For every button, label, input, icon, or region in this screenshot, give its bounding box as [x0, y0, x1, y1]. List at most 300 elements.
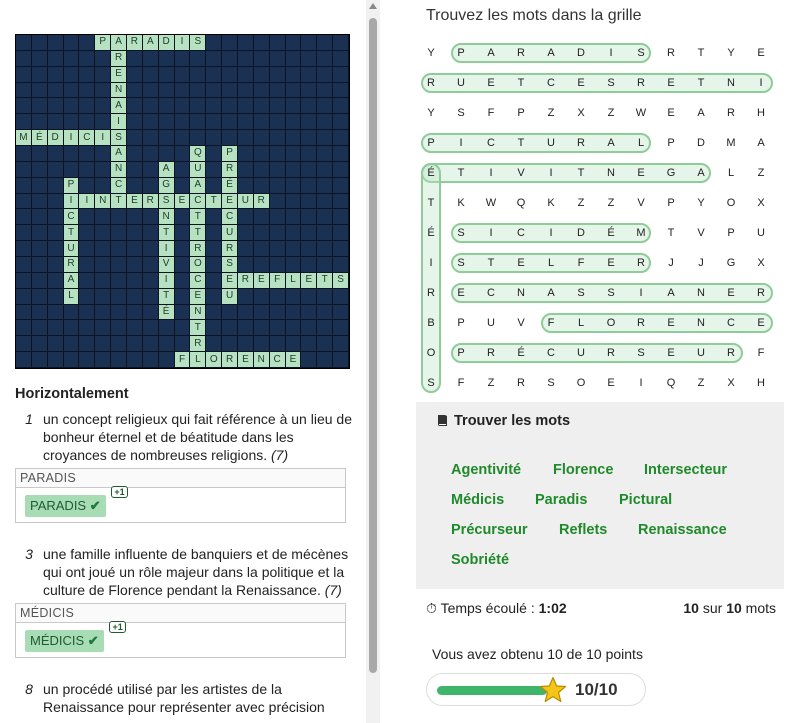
crossword-letter-cell[interactable]: A [111, 35, 127, 51]
crossword-letter-cell[interactable]: T [190, 320, 206, 336]
crossword-letter-cell[interactable]: T [64, 225, 80, 241]
crossword-empty-cell [64, 51, 80, 67]
found-count: 10 sur 10 mots [683, 600, 776, 616]
wordsearch-letter[interactable]: N [607, 167, 615, 179]
wordsearch-letter[interactable]: I [549, 167, 553, 179]
wordsearch-letter[interactable]: Y [727, 47, 735, 59]
crossword-empty-cell [79, 146, 95, 162]
wordsearch-letter[interactable]: U [457, 77, 465, 89]
wordsearch-letter[interactable]: J [668, 257, 674, 269]
wordsearch-letter[interactable]: Z [607, 107, 615, 119]
wordsearch-letter[interactable]: R [727, 107, 735, 119]
crossword-letter-cell[interactable]: É [159, 305, 175, 321]
crossword-letter-cell[interactable]: A [64, 273, 80, 289]
wordsearch-letter[interactable]: I [609, 47, 613, 59]
points-badge: +1 [109, 621, 125, 633]
clue-3[interactable] [15, 545, 355, 599]
wordsearch-letter[interactable]: Q [666, 377, 676, 389]
crossword-letter-cell[interactable]: R [254, 194, 270, 210]
crossword-letter-cell[interactable]: N [111, 162, 127, 178]
wordsearch-letter[interactable]: U [697, 347, 705, 359]
crossword-letter-cell[interactable]: R [190, 336, 206, 352]
crossword-empty-cell [286, 320, 302, 336]
crossword-empty-cell [333, 67, 349, 83]
crossword-empty-cell [16, 51, 32, 67]
crossword-letter-cell[interactable]: A [159, 162, 175, 178]
crossword-empty-cell [127, 305, 143, 321]
wordsearch-letter[interactable]: R [637, 77, 645, 89]
crossword-empty-cell [206, 209, 222, 225]
crossword-letter-cell[interactable]: R [222, 162, 238, 178]
wordsearch-letter[interactable]: Q [516, 197, 526, 209]
crossword-empty-cell [175, 51, 191, 67]
crossword-empty-cell [32, 98, 48, 114]
crossword-empty-cell [270, 225, 286, 241]
wordsearch-letter[interactable]: V [517, 167, 525, 179]
crossword-letter-cell[interactable]: D [48, 130, 64, 146]
wordsearch-letter[interactable]: F [547, 317, 555, 329]
crossword-letter-cell[interactable]: S [159, 194, 175, 210]
wordsearch-letter[interactable]: P [457, 347, 465, 359]
wordsearch-letter[interactable]: É [427, 227, 435, 239]
wordsearch-letter[interactable]: A [667, 287, 675, 299]
wordsearch-letter[interactable]: S [577, 287, 585, 299]
crossword-letter-cell[interactable]: C [190, 273, 206, 289]
wordsearch-letter[interactable]: N [727, 77, 735, 89]
crossword-letter-cell[interactable]: P [64, 178, 80, 194]
wordsearch-letter[interactable]: S [427, 377, 435, 389]
crossword-empty-cell [95, 162, 111, 178]
crossword-letter-cell[interactable]: T [159, 225, 175, 241]
crossword-empty-cell [127, 209, 143, 225]
wordsearch-letter[interactable]: T [457, 167, 465, 179]
crossword-letter-cell[interactable]: T [190, 209, 206, 225]
wordsearch-letter[interactable]: E [667, 107, 675, 119]
crossword-letter-cell[interactable]: U [222, 289, 238, 305]
wordsearch-letter[interactable]: A [697, 167, 705, 179]
crossword-letter-cell[interactable]: E [111, 67, 127, 83]
crossword-empty-cell [95, 225, 111, 241]
wordsearch-letter[interactable]: V [517, 317, 525, 329]
crossword-letter-cell[interactable]: I [95, 130, 111, 146]
crossword-letter-cell[interactable]: O [190, 257, 206, 273]
wordsearch-letter[interactable]: I [489, 167, 493, 179]
crossword-letter-cell[interactable]: G [159, 178, 175, 194]
wordsearch-letter[interactable]: Z [607, 197, 615, 209]
wordsearch-letter[interactable]: Z [697, 377, 705, 389]
crossword-letter-cell[interactable]: F [175, 352, 191, 368]
wordsearch-letter[interactable]: C [727, 317, 735, 329]
wordsearch-letter[interactable]: T [427, 197, 435, 209]
wordsearch-letter[interactable]: E [607, 257, 615, 269]
crossword-letter-cell[interactable]: R [222, 352, 238, 368]
crossword-letter-cell[interactable]: T [159, 289, 175, 305]
wordsearch-letter[interactable]: A [757, 137, 765, 149]
wordsearch-letter[interactable]: Y [427, 47, 435, 59]
wordsearch-letter[interactable]: R [577, 137, 585, 149]
crossword-letter-cell[interactable]: F [270, 273, 286, 289]
crossword-empty-cell [301, 98, 317, 114]
crossword-empty-cell [79, 225, 95, 241]
wordsearch-letter[interactable]: F [757, 347, 765, 359]
wordsearch-letter[interactable]: M [636, 227, 646, 239]
crossword-empty-cell [317, 241, 333, 257]
crossword-letter-cell[interactable]: R [238, 273, 254, 289]
wordsearch-letter[interactable]: Y [427, 107, 435, 119]
wordsearch-letter[interactable]: R [757, 287, 765, 299]
crossword-letter-cell[interactable]: I [159, 241, 175, 257]
crossword-letter-cell[interactable]: N [190, 305, 206, 321]
wordsearch-letter[interactable]: I [759, 77, 763, 89]
wordsearch-grid[interactable] [416, 38, 784, 400]
crossword-letter-cell[interactable]: Q [190, 146, 206, 162]
wordsearch-letter[interactable]: F [487, 107, 495, 119]
wordsearch-letter[interactable]: S [637, 47, 645, 59]
wordsearch-letter[interactable]: P [727, 227, 735, 239]
wordsearch-letter[interactable]: S [457, 107, 465, 119]
wordsearch-letter[interactable]: I [549, 227, 553, 239]
wordsearch-letter[interactable]: S [457, 257, 465, 269]
check-icon: ✔ [87, 633, 99, 648]
crossword-empty-cell [286, 336, 302, 352]
wordsearch-letter[interactable]: A [547, 287, 555, 299]
crossword-letter-cell[interactable]: E [238, 352, 254, 368]
wordsearch-letter[interactable]: A [607, 137, 615, 149]
wordsearch-letter[interactable]: L [637, 137, 645, 149]
wordsearch-letter[interactable]: F [577, 257, 585, 269]
crossword-letter-cell[interactable]: E [254, 273, 270, 289]
wordsearch-letter[interactable]: I [639, 377, 643, 389]
wordsearch-letter[interactable]: C [517, 227, 525, 239]
wordsearch-letter[interactable]: L [547, 257, 555, 269]
crossword-empty-cell [238, 305, 254, 321]
wordsearch-letter[interactable]: S [457, 227, 465, 239]
crossword-letter-cell[interactable]: S [111, 130, 127, 146]
wordsearch-letter[interactable]: U [577, 347, 585, 359]
crossword-letter-cell[interactable]: U [222, 225, 238, 241]
crossword-letter-cell[interactable]: E [286, 352, 302, 368]
crossword-empty-cell [79, 67, 95, 83]
crossword-letter-cell[interactable]: L [286, 273, 302, 289]
clues-heading: Horizontalement [15, 386, 129, 402]
wordsearch-letter[interactable]: K [547, 197, 555, 209]
wordsearch-letter[interactable]: É [517, 347, 525, 359]
wordsearch-letter[interactable]: P [667, 197, 675, 209]
crossword-letter-cell[interactable]: T [317, 273, 333, 289]
wordsearch-letter[interactable]: P [517, 107, 525, 119]
wordsearch-letter[interactable]: E [607, 377, 615, 389]
wordsearch-letter[interactable]: E [577, 77, 585, 89]
crossword-letter-cell[interactable]: C [79, 130, 95, 146]
crossword-empty-cell [254, 51, 270, 67]
wordsearch-letter[interactable]: A [487, 47, 495, 59]
wordsearch-letter[interactable]: Z [487, 377, 495, 389]
crossword-letter-cell[interactable]: I [79, 194, 95, 210]
wordsearch-letter[interactable]: Z [547, 107, 555, 119]
wordsearch-letter[interactable]: L [577, 317, 585, 329]
wordsearch-letter[interactable]: R [427, 287, 435, 299]
wordsearch-letter[interactable]: Y [697, 197, 705, 209]
wordsearch-letter[interactable]: L [727, 167, 735, 179]
wordsearch-letter[interactable]: H [757, 377, 765, 389]
crossword-letter-cell[interactable]: R [222, 241, 238, 257]
crossword-letter-cell[interactable]: T [111, 194, 127, 210]
crossword-letter-cell[interactable]: A [111, 146, 127, 162]
crossword-empty-cell [111, 209, 127, 225]
crossword-empty-cell [333, 257, 349, 273]
crossword-letter-cell[interactable]: R [143, 194, 159, 210]
crossword-empty-cell [254, 130, 270, 146]
wordsearch-letter[interactable]: D [577, 47, 585, 59]
crossword-letter-cell[interactable]: I [175, 35, 191, 51]
wordsearch-letter[interactable]: E [487, 77, 495, 89]
wordsearch-letter[interactable]: T [697, 77, 705, 89]
crossword-letter-cell[interactable]: N [254, 352, 270, 368]
wordsearch-letter[interactable]: U [547, 137, 555, 149]
crossword-letter-cell[interactable]: S [333, 273, 349, 289]
wordsearch-letter[interactable]: O [606, 317, 616, 329]
crossword-empty-cell [286, 209, 302, 225]
wordsearch-letter[interactable]: C [487, 287, 495, 299]
wordsearch-letter[interactable]: R [637, 317, 645, 329]
wordsearch-letter[interactable]: M [726, 137, 736, 149]
crossword-letter-cell[interactable]: E [127, 194, 143, 210]
crossword-letter-cell[interactable]: C [270, 352, 286, 368]
crossword-letter-cell[interactable]: P [95, 35, 111, 51]
crossword-letter-cell[interactable]: A [143, 35, 159, 51]
crossword-letter-cell[interactable]: U [64, 241, 80, 257]
crossword-empty-cell [48, 162, 64, 178]
wordsearch-letter[interactable]: E [667, 317, 675, 329]
crossword-empty-cell [48, 273, 64, 289]
crossword-letter-cell[interactable]: I [64, 194, 80, 210]
wordsearch-letter[interactable]: X [727, 377, 735, 389]
wordsearch-letter[interactable]: D [697, 137, 705, 149]
wordsearch-letter[interactable]: N [697, 287, 705, 299]
wordsearch-letter[interactable]: B [427, 317, 435, 329]
crossword-empty-cell [238, 257, 254, 273]
wordsearch-letter[interactable]: O [726, 197, 736, 209]
wordsearch-letter[interactable]: S [607, 77, 615, 89]
crossword-letter-cell[interactable]: T [190, 225, 206, 241]
wordsearch-letter[interactable]: T [667, 227, 675, 239]
crossword-letter-cell[interactable]: E [190, 289, 206, 305]
wordsearch-letter[interactable]: X [757, 257, 765, 269]
crossword-empty-cell [254, 225, 270, 241]
crossword-empty-cell [301, 51, 317, 67]
wordsearch-letter[interactable]: I [429, 257, 433, 269]
crossword-empty-cell [64, 35, 80, 51]
wordsearch-letter[interactable]: E [637, 167, 645, 179]
wordsearch-letter[interactable]: E [667, 347, 675, 359]
scroll-up-icon[interactable] [369, 3, 377, 9]
wordsearch-letter[interactable]: H [757, 107, 765, 119]
crossword-empty-cell [238, 130, 254, 146]
crossword-empty-cell [317, 130, 333, 146]
word-item: Intersecteur [644, 462, 728, 478]
crossword-empty-cell [32, 352, 48, 368]
crossword-letter-cell[interactable]: S [222, 257, 238, 273]
crossword-empty-cell [79, 162, 95, 178]
wordsearch-letter[interactable]: P [427, 137, 435, 149]
crossword-letter-cell[interactable]: R [190, 241, 206, 257]
crossword-letter-cell[interactable]: V [159, 257, 175, 273]
crossword-empty-cell [254, 320, 270, 336]
wordsearch-letter[interactable]: A [697, 107, 705, 119]
crossword-letter-cell[interactable]: M [16, 130, 32, 146]
wordsearch-letter[interactable]: X [577, 107, 585, 119]
wordsearch-letter[interactable]: É [427, 167, 435, 179]
wordsearch-letter[interactable]: P [457, 317, 465, 329]
crossword-letter-cell[interactable]: C [190, 194, 206, 210]
crossword-letter-cell[interactable]: U [238, 194, 254, 210]
wordsearch-letter[interactable]: P [457, 47, 465, 59]
crossword-empty-cell [286, 114, 302, 130]
wordsearch-letter[interactable]: T [517, 77, 525, 89]
crossword-empty-cell [79, 114, 95, 130]
crossword-letter-cell[interactable]: L [190, 352, 206, 368]
crossword-letter-cell[interactable]: E [301, 273, 317, 289]
wordsearch-letter[interactable]: N [697, 317, 705, 329]
wordsearch-letter[interactable]: C [487, 137, 495, 149]
crossword-letter-cell[interactable]: C [111, 178, 127, 194]
wordsearch-letter[interactable]: G [666, 167, 676, 179]
crossword-empty-cell [190, 98, 206, 114]
wordsearch-letter[interactable]: E [757, 47, 765, 59]
wordsearch-letter[interactable]: C [547, 77, 555, 89]
wordsearch-letter[interactable]: U [757, 227, 765, 239]
crossword-empty-cell [143, 241, 159, 257]
crossword-letter-cell[interactable]: E [175, 194, 191, 210]
wordsearch-letter[interactable]: R [487, 347, 495, 359]
wordsearch-letter[interactable]: R [517, 47, 525, 59]
scrollbar-thumb[interactable] [369, 18, 377, 673]
crossword-letter-cell[interactable]: D [159, 35, 175, 51]
wordsearch-letter[interactable]: X [757, 197, 765, 209]
wordsearch-letter[interactable]: K [457, 197, 465, 209]
wordsearch-letter[interactable]: T [697, 47, 705, 59]
wordsearch-letter[interactable]: A [547, 47, 555, 59]
wordsearch-letter[interactable]: V [697, 227, 705, 239]
crossword-letter-cell[interactable]: R [127, 35, 143, 51]
crossword-empty-cell [95, 146, 111, 162]
wordsearch-letter[interactable]: N [517, 287, 525, 299]
answer-chip: PARADIS ✔ +1 [25, 495, 106, 517]
crossword-empty-cell [206, 257, 222, 273]
wordsearch-letter[interactable]: S [637, 347, 645, 359]
wordsearch-letter[interactable]: O [576, 377, 586, 389]
wordsearch-letter[interactable]: R [637, 257, 645, 269]
wordsearch-letter[interactable]: J [698, 257, 704, 269]
wordsearch-letter[interactable]: I [639, 287, 643, 299]
crossword-empty-cell [317, 146, 333, 162]
wordsearch-letter[interactable]: I [489, 227, 493, 239]
crossword-letter-cell[interactable]: A [111, 98, 127, 114]
wordsearch-letter[interactable]: U [487, 317, 495, 329]
crossword-letter-cell[interactable]: É [222, 178, 238, 194]
wordsearch-letter[interactable]: D [577, 227, 585, 239]
wordsearch-letter[interactable]: F [457, 377, 465, 389]
crossword-letter-cell[interactable]: U [190, 162, 206, 178]
crossword-letter-cell[interactable]: É [32, 130, 48, 146]
crossword-letter-cell[interactable]: N [95, 194, 111, 210]
wordsearch-letter[interactable]: T [487, 257, 495, 269]
wordsearch-letter[interactable]: I [459, 137, 463, 149]
crossword-empty-cell [64, 162, 80, 178]
wordsearch-letter[interactable]: P [667, 137, 675, 149]
wordsearch-letter[interactable]: S [607, 287, 615, 299]
clue-1[interactable] [15, 410, 355, 464]
wordsearch-letter[interactable]: W [485, 197, 497, 209]
crossword-empty-cell [317, 83, 333, 99]
crossword-letter-cell[interactable]: I [111, 114, 127, 130]
wordsearch-letter[interactable]: Z [577, 197, 585, 209]
crossword-letter-cell[interactable]: A [190, 178, 206, 194]
crossword-letter-cell[interactable]: P [222, 146, 238, 162]
crossword-letter-cell[interactable]: N [159, 209, 175, 225]
word-item: Pictural [619, 492, 673, 508]
crossword-letter-cell[interactable]: N [111, 83, 127, 99]
wordsearch-letter[interactable]: S [547, 377, 555, 389]
crossword-letter-cell[interactable]: I [159, 273, 175, 289]
crossword-empty-cell [64, 83, 80, 99]
wordsearch-letter[interactable]: E [517, 257, 525, 269]
crossword-empty-cell [175, 305, 191, 321]
crossword-letter-cell[interactable]: C [64, 209, 80, 225]
wordsearch-letter[interactable]: C [547, 347, 555, 359]
wordsearch-letter[interactable]: E [667, 77, 675, 89]
wordsearch-letter[interactable]: R [517, 377, 525, 389]
crossword-letter-cell[interactable]: E [222, 194, 238, 210]
clue-8[interactable] [15, 680, 355, 716]
crossword-letter-cell[interactable]: O [206, 352, 222, 368]
crossword-empty-cell [79, 51, 95, 67]
wordsearch-letter[interactable]: G [726, 257, 736, 269]
crossword-empty-cell [48, 51, 64, 67]
wordsearch-letter[interactable]: E [457, 287, 465, 299]
wordsearch-letter[interactable]: R [667, 47, 675, 59]
wordsearch-letter[interactable]: R [607, 347, 615, 359]
wordsearch-letter[interactable]: É [607, 227, 615, 239]
crossword-empty-cell [175, 257, 191, 273]
crossword-empty-cell [64, 98, 80, 114]
wordsearch-letter[interactable]: T [577, 167, 585, 179]
wordsearch-letter[interactable]: R [427, 77, 435, 89]
crossword-letter-cell[interactable]: L [64, 289, 80, 305]
crossword-letter-cell[interactable]: I [64, 130, 80, 146]
wordsearch-letter[interactable]: Z [757, 167, 765, 179]
crossword-letter-cell[interactable]: S [190, 35, 206, 51]
wordsearch-letter[interactable]: R [727, 347, 735, 359]
wordsearch-letter[interactable]: E [727, 287, 735, 299]
crossword-empty-cell [79, 289, 95, 305]
crossword-letter-cell[interactable]: C [222, 209, 238, 225]
crossword-empty-cell [16, 336, 32, 352]
crossword-empty-cell [270, 241, 286, 257]
crossword-letter-cell[interactable]: R [64, 257, 80, 273]
wordsearch-letter[interactable]: V [637, 197, 645, 209]
crossword-empty-cell [95, 273, 111, 289]
wordsearch-letter[interactable]: T [517, 137, 525, 149]
wordsearch-letter[interactable]: W [635, 107, 647, 119]
wordsearch-letter[interactable]: O [426, 347, 436, 359]
clue-number: 1 [25, 411, 33, 427]
crossword-letter-cell[interactable]: T [206, 194, 222, 210]
crossword-letter-cell[interactable]: E [222, 273, 238, 289]
crossword-empty-cell [206, 289, 222, 305]
crossword-letter-cell[interactable]: R [111, 51, 127, 67]
wordsearch-letter[interactable]: E [757, 317, 765, 329]
